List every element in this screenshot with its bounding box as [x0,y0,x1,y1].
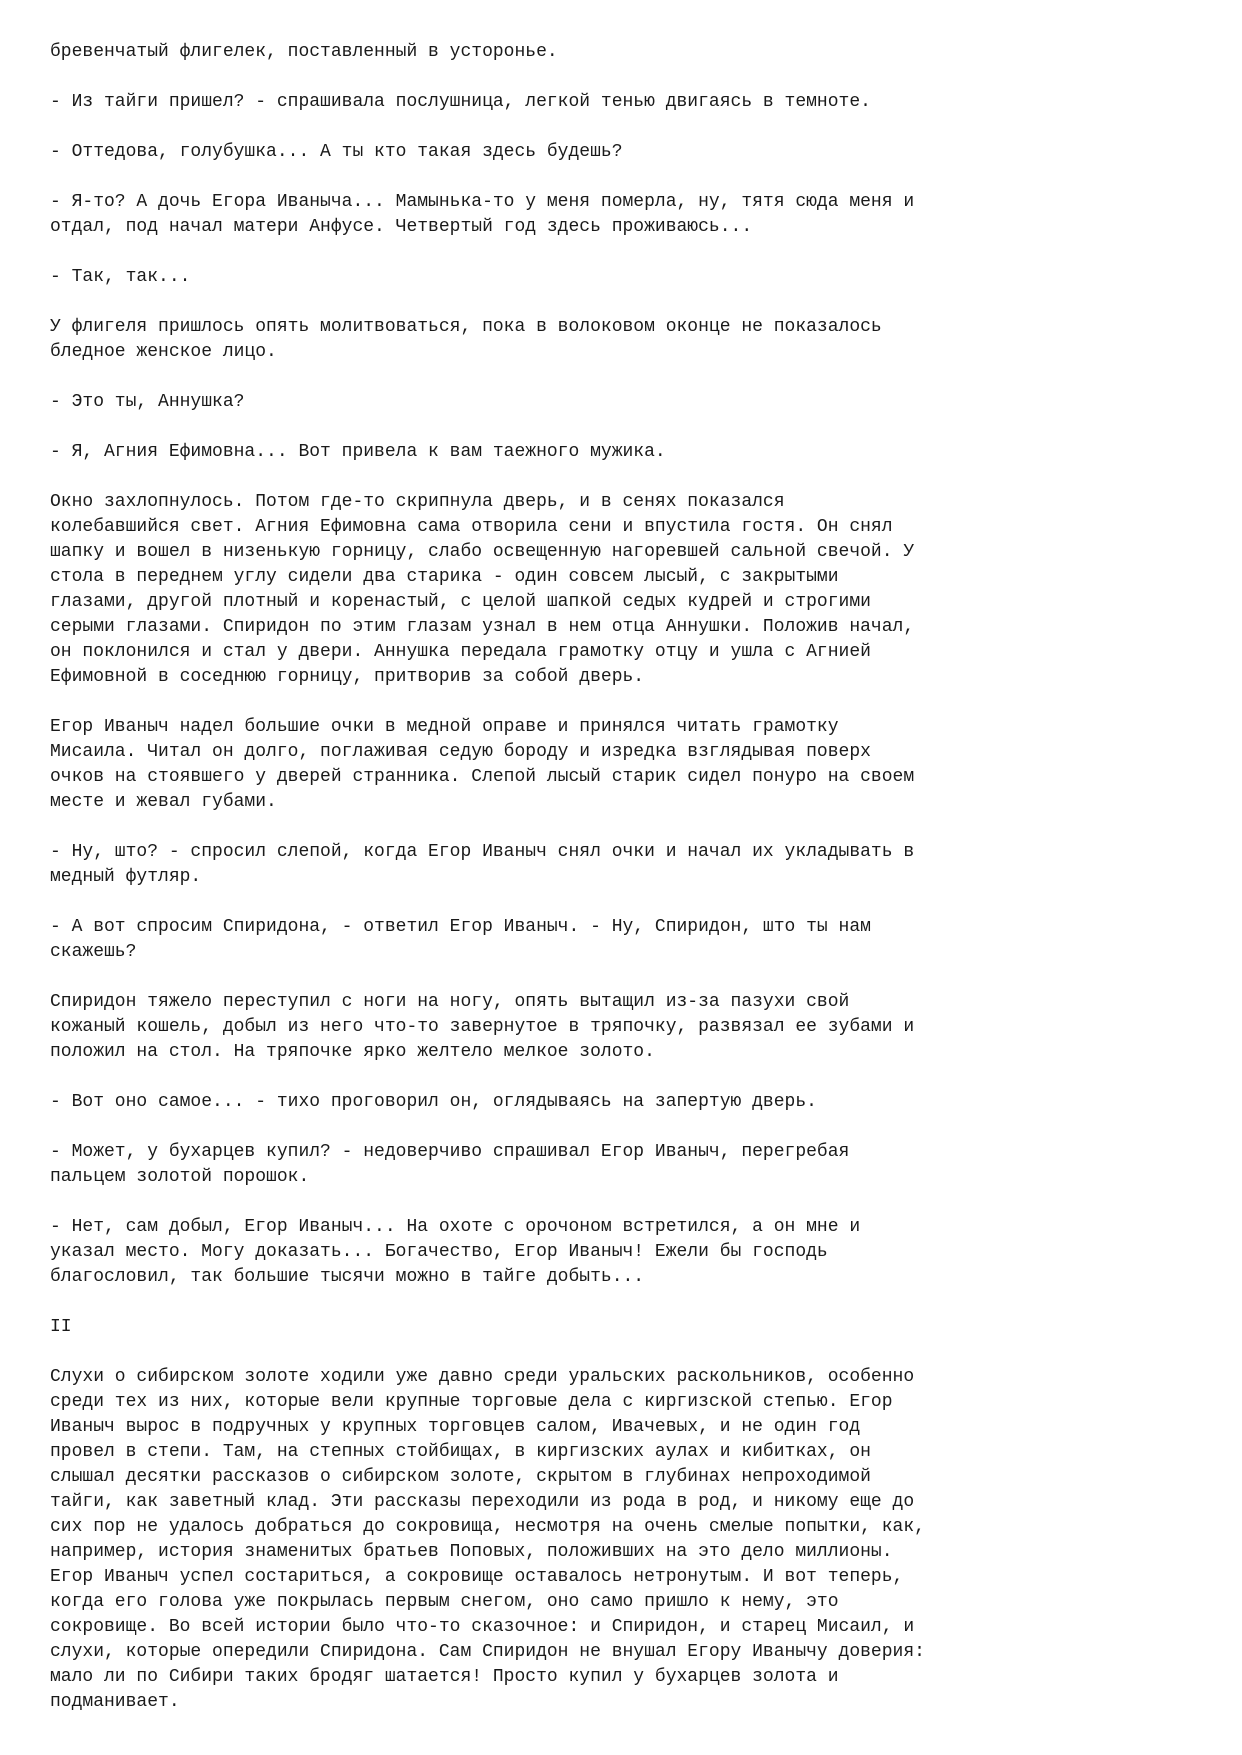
paragraph: - Это ты, Аннушка? [50,392,245,412]
paragraph: - Из тайги пришел? - спрашивала послушница, легкой тенью двигаясь в темноте. [50,92,871,112]
paragraph: - Вот оно самое... - тихо проговорил он, оглядываясь на запертую дверь. [50,1092,817,1112]
paragraph: - А вот спросим Спиридона, - ответил Егор Иваныч. - Ну, Спиридон, што ты нам скажешь? [50,917,871,962]
paragraph: Егор Иваныч надел большие очки в медной оправе и принялся читать грамотку Мисаила. Читал он долго, поглаживая седую бороду и изредка взглядывая поверх очков на стоявшего у дверей странника. Слепой лысый старик сидел понуро на своем месте и жевал губами. [50,717,915,812]
paragraph: бревенчатый флигелек, поставленный в устороньe. [50,42,558,62]
paragraph: - Ну, што? - спросил слепой, когда Егор Иваныч снял очки и начал их укладывать в медный футляр. [50,842,915,887]
paragraph: - Может, у бухарцев купил? - недоверчиво спрашивал Егор Иваныч, перегребая пальцем золотой порошок. [50,1142,850,1187]
paragraph: - Я, Агния Ефимовна... Вот привела к вам таежного мужика. [50,442,666,462]
paragraph: Окно захлопнулось. Потом где-то скрипнула дверь, и в сенях показался колебавшийся свет. Агния Ефимовна сама отворила сени и впустила гостя. Он снял шапку и вошел в низенькую горницу, слабо освещенную нагоревшей сальной свечой. У стола в переднем углу сидели два старика - один совсем лысый, с закрытыми глазами, другой плотный и коренастый, с целой шапкой седых кудрей и строгими серыми глазами. Спиридон по этим глазам узнал в нем отца Аннушки. Положив начал, он поклонился и стал у двери. Аннушка передала грамотку отцу и ушла с Агнией Ефимовной в соседнюю горницу, притворив за собой дверь. [50,492,915,687]
paragraph: - Нет, сам добыл, Егор Иваныч... На охоте с орочоном встретился, а он мне и указал место. Могу доказать... Богачество, Егор Иваныч! Ежели бы господь благословил, так большие тысячи можно в тайге добыть... [50,1217,861,1287]
paragraph: - Я-то? А дочь Егора Иваныча... Мамынька-то у меня померла, ну, тятя сюда меня и отдал, под начал матери Анфусе. Четвертый год здесь проживаюсь... [50,192,915,237]
document-body [50,40,1200,1740]
paragraph: Спиридон тяжело переступил с ноги на ногу, опять вытащил из-за пазухи свой кожаный кошель, добыл из него что-то завернутое в тряпочку, развязал ее зубами и положил на стол. На тряпочке ярко желтело мелкое золото. [50,992,915,1062]
paragraph: - Оттедова, голубушка... А ты кто такая здесь будешь? [50,142,623,162]
chapter-heading: II [50,1317,72,1337]
paragraph: Слухи о сибирском золоте ходили уже давно среди уральских раскольников, особенно среди тех из них, которые вели крупные торговые дела с киргизской степью. Егор Иваныч вырос в подручных у крупных торговцев салом, Ивачевых, и не один год провел в степи. Там, на степных стойбищах, в киргизских аулах и кибитках, он слышал десятки рассказов о сибирском золоте, скрытом в глубинах непроходимой тайги, как заветный клад. Эти рассказы переходили из рода в род, и никому еще до сих пор не удалось добраться до сокровища, несмотря на очень смелые попытки, как, например, история знаменитых братьев Поповых, положивших на это дело миллионы. Егор Иваныч успел состариться, а сокровище оставалось нетронутым. И вот теперь, когда его голова уже покрылась первым снегом, оно само пришло к нему, это сокровище. Во всей истории было что-то сказочное: и Спиридон, и старец Мисаил, и слухи, которые опередили Спиридона. Сам Спиридон не внушал Егору Иванычу доверия: мало ли по Сибири таких бродяг шатается! Просто купил у бухарцев золота и подманивает. [50,1367,925,1712]
paragraph: - Так, так... [50,267,191,287]
paragraph: У флигеля пришлось опять молитвоваться, пока в волоковом оконце не показалось бледное женское лицо. [50,317,882,362]
